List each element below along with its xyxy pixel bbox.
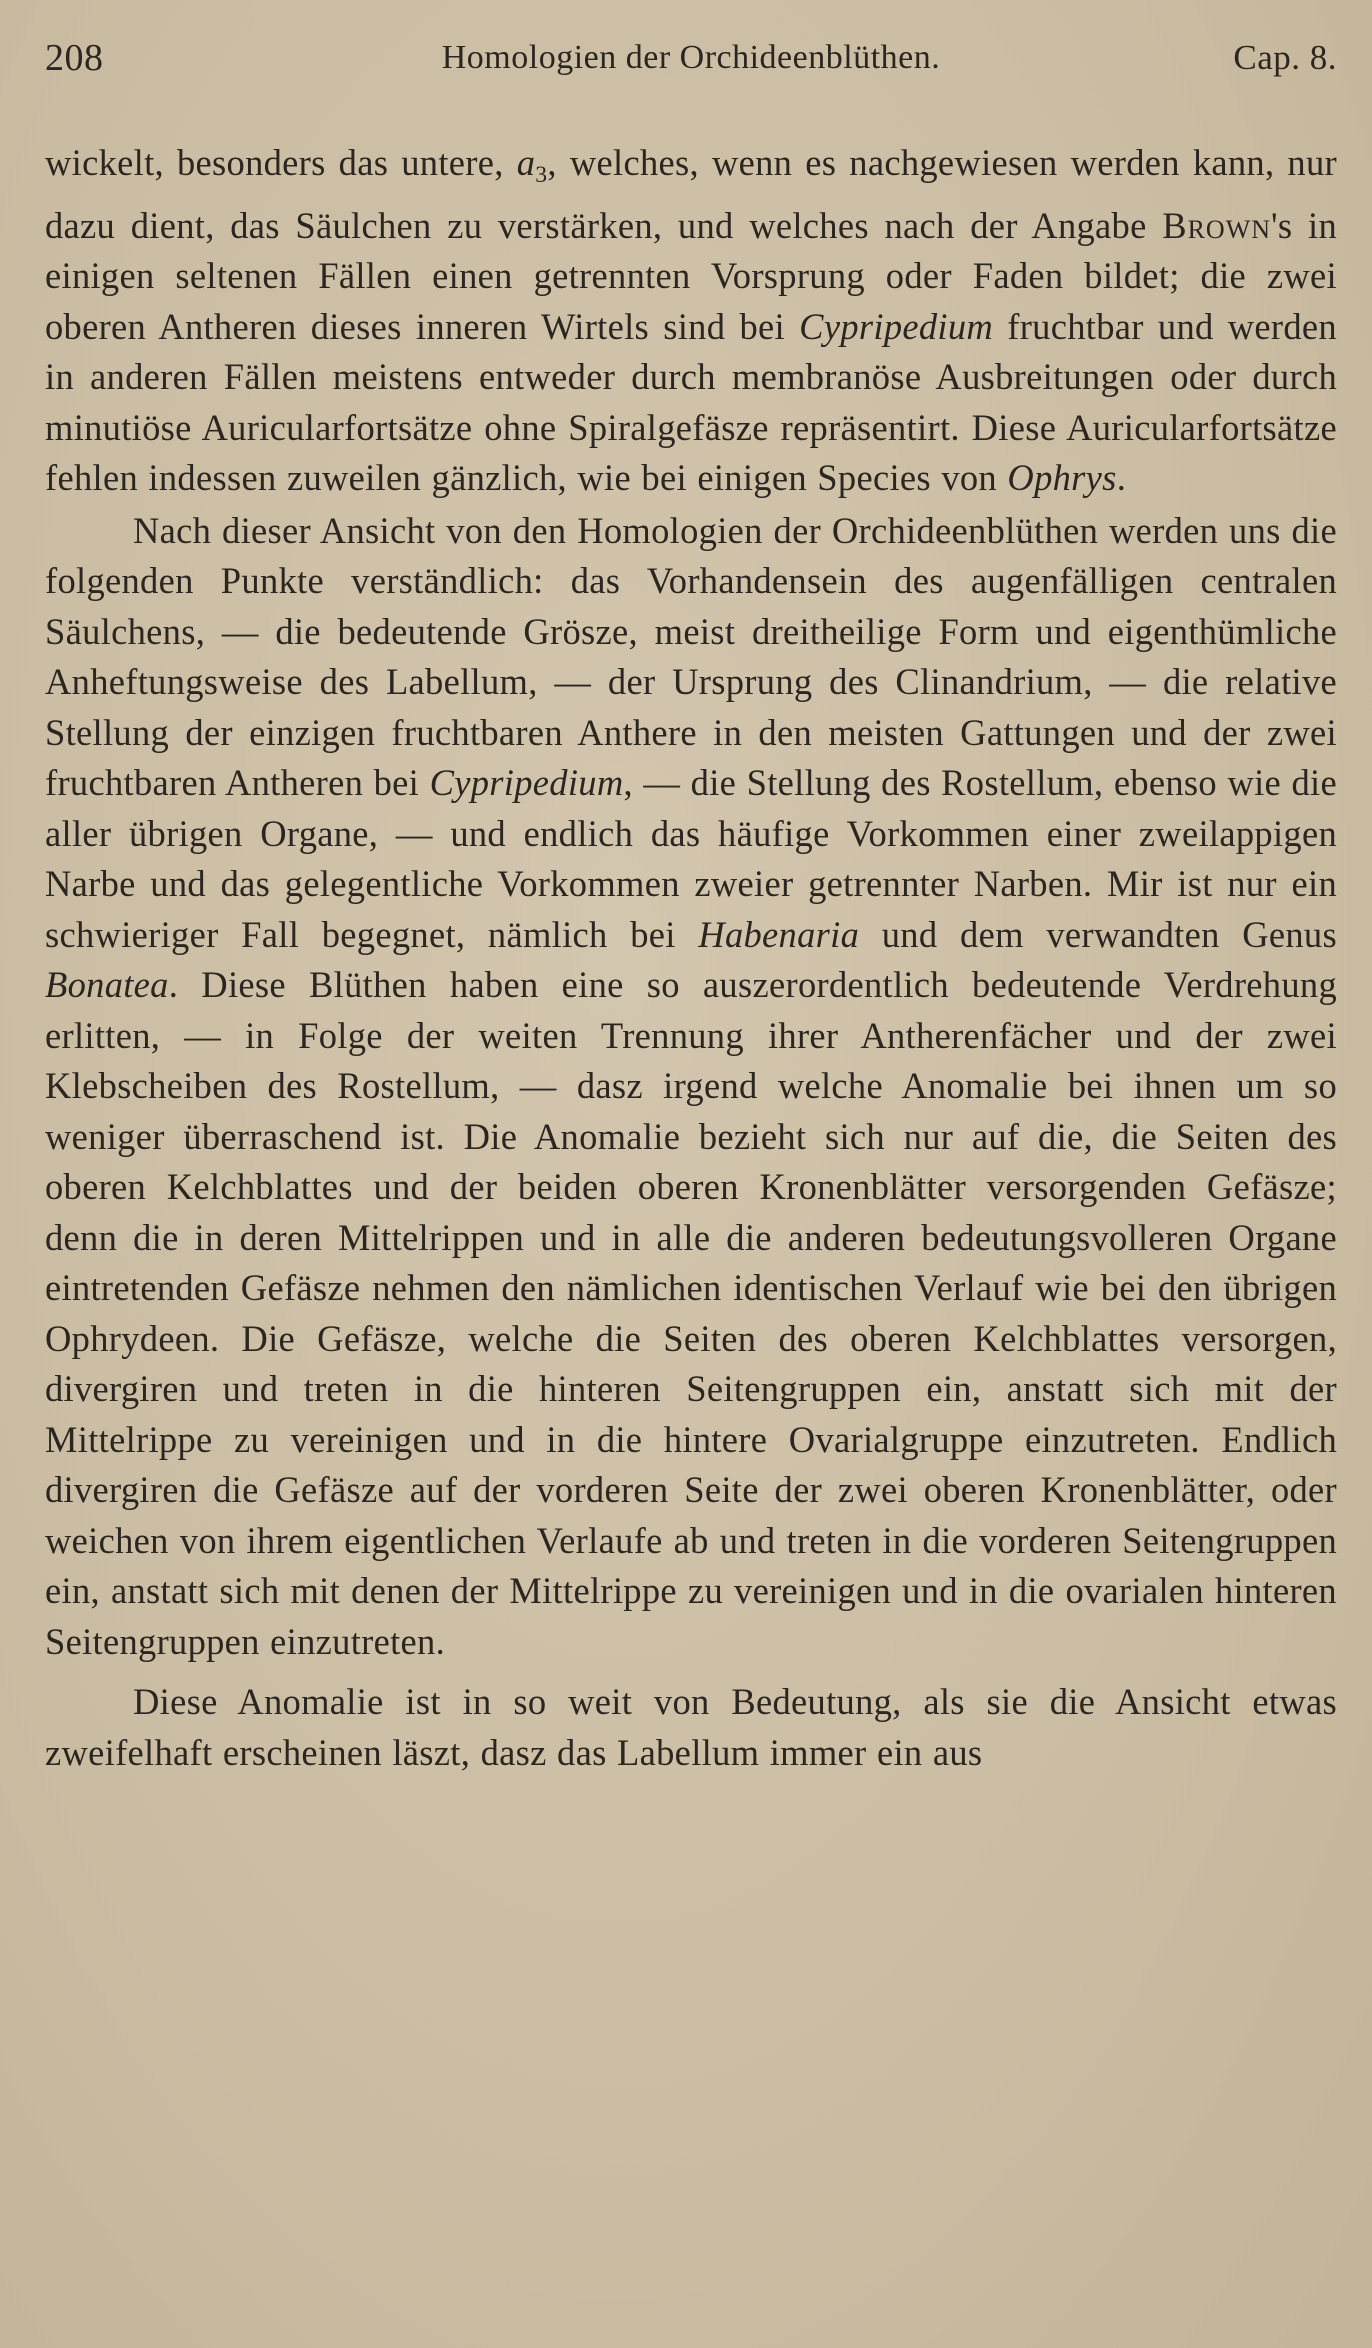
text-run: . Diese Blüthen haben eine so auszerordentlich bedeutende Verdrehung erlitten, — in Folge der weiten Trennung ihrer Antherenfächer und der zwei Klebscheiben des Rostellum, — dasz irgend welche Anomalie bei ihnen um so weniger überraschend ist. Die Anomalie bezieht sich nur auf die, die Seiten des oberen Kelchblattes und der beiden oberen Kronenblätter versorgenden Gefäsze; denn die in deren Mittelrippen und in alle die anderen bedeutungsvolleren Organe eintretenden Gefäsze nehmen den nämlichen identischen Verlauf wie bei den übrigen Ophrydeen. Die Gefäsze, welche die Seiten des oberen Kelchblattes versorgen, divergiren und treten in die hinteren Seitengruppen ein, anstatt sich mit der Mittelrippe zu vereinigen und in die hintere Ovarialgruppe einzutreten. Endlich divergiren die Gefäsze auf der vorderen Seite der zwei oberen Kronenblätter, oder weichen von ihrem eigentlichen Verlaufe ab und treten in die vorderen Seitengruppen ein, anstatt sich mit denen der Mittelrippe zu vereinigen und in die ovarialen hinteren Seitengruppen einzutreten.	[45, 964, 1337, 1662]
italic-term: Ophrys	[1007, 457, 1117, 499]
subscript: 3	[535, 162, 548, 189]
text-run: 's in einigen seltenen Fällen einen getrennten Vorsprung oder Faden bildet; die zwei oberen Antheren dieses inneren Wirtels sind bei	[45, 204, 1338, 347]
text-run: fruchtbar und werden in anderen Fällen meistens entweder durch membranöse Ausbreitungen oder durch minutiöse Auricularfortsätze ohne Spiralgefäsze repräsentirt. Diese Auricularfortsätze fehlen indessen zuweilen gänzlich, wie bei einigen Species von	[45, 305, 1337, 499]
text-run: und dem verwandten Genus	[859, 913, 1337, 955]
italic-term: Bonatea	[45, 964, 169, 1006]
body-text	[45, 138, 1337, 1778]
paragraph	[45, 506, 1337, 1668]
italic-term: Habenaria	[698, 913, 860, 955]
paragraph	[45, 138, 1337, 504]
chapter-label: Cap. 8.	[1233, 38, 1337, 77]
running-head	[45, 28, 1337, 88]
text-run: Diese Anomalie ist in so weit von Bedeutung, als sie die Ansicht etwas zweifelhaft erscheinen läszt, dasz das Labellum immer ein aus	[45, 1681, 1337, 1773]
text-run: , welches, wenn es nachgewiesen werden kann, nur dazu dient, das Säulchen zu verstärken, und welches nach der Angabe	[45, 142, 1337, 246]
text-run: Nach dieser Ansicht von den Homologien der Orchideenblüthen werden uns die folgenden Punkte verständlich: das Vorhandensein des augenfälligen centralen Säulchens, — die bedeutende Grösze, meist dreitheilige Form und eigenthümliche Anheftungsweise des Labellum, — der Ursprung des Clinandrium, — die relative Stellung der einzigen fruchtbaren Anthere in den meisten Gattungen und der zwei fruchtbaren Antheren bei	[45, 509, 1337, 804]
text-run: wickelt, besonders das untere,	[45, 142, 517, 183]
paragraph	[45, 1677, 1337, 1778]
italic-term: a	[516, 142, 536, 183]
page-number: 208	[45, 37, 104, 79]
text-run: .	[1116, 457, 1127, 499]
running-title: Homologien der Orchideenblüthen.	[441, 39, 941, 76]
book-page	[45, 28, 1337, 1778]
author-name: Brown	[1162, 204, 1272, 246]
italic-term: Cypripedium	[429, 762, 624, 804]
italic-term: Cypripedium	[799, 305, 994, 347]
text-run: , — die Stellung des Rostellum, ebenso wie die aller übrigen Organe, — und endlich das häufige Vorkommen einer zweilappigen Narbe und das gelegentliche Vorkommen zweier getrennter Narben. Mir ist nur ein schwieriger Fall begegnet, nämlich bei	[45, 762, 1337, 955]
